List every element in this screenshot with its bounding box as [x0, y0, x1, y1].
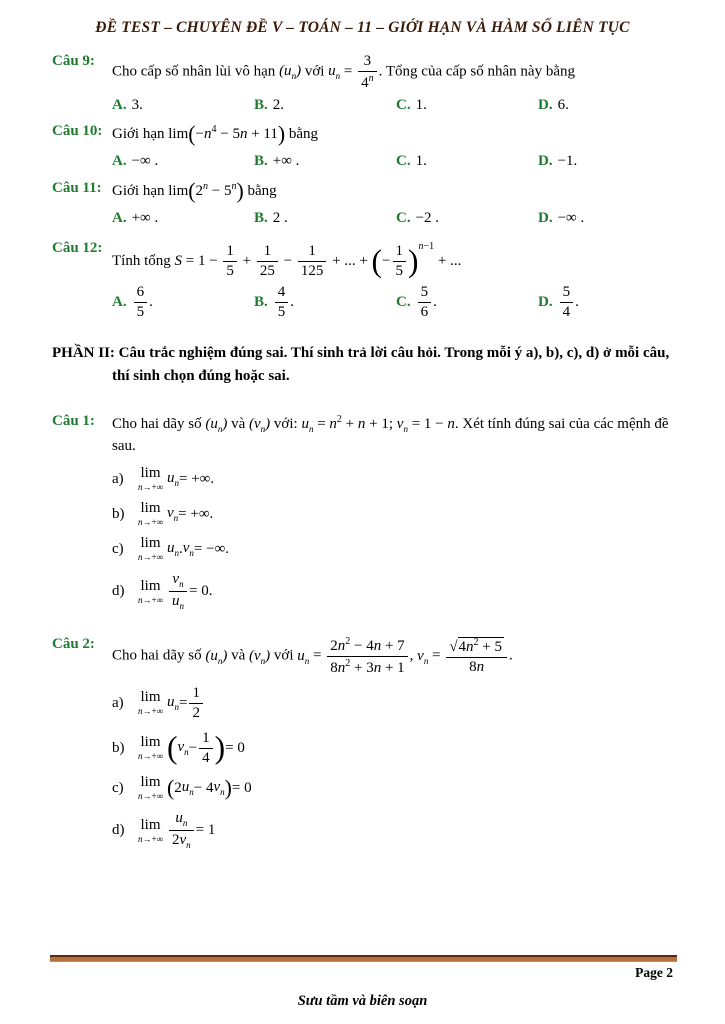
option-12-c — [396, 284, 538, 320]
option-value: 5 6 . — [416, 284, 437, 320]
option-12-a — [112, 284, 254, 320]
option-letter: B. — [254, 153, 268, 170]
option-letter: D. — [538, 210, 553, 226]
question-12-stem: Tính tổng S = 1 − $\frac{1}{5}$ + $\frac{1}{25}$ − $\frac{1}{125}$ + ... + (− $\frac{1}{5}$ )$^{n-1}$ + ... — [112, 240, 462, 279]
item-marker: d) — [112, 822, 125, 839]
question-11-options — [112, 206, 725, 232]
option-value: −1. — [557, 153, 578, 170]
question-9 — [0, 53, 725, 91]
option-10-a — [112, 153, 254, 170]
tf2-item-d — [112, 810, 725, 851]
question-10-stem: Giới hạn $\lim(-n^4 - 5n + 11)$ bằng — [112, 121, 319, 146]
question-12-options — [112, 284, 725, 320]
question-11 — [0, 180, 725, 203]
option-letter: C. — [396, 96, 411, 113]
option-letter: C. — [396, 293, 411, 310]
tf-question-1-label: Câu 1: — [52, 412, 95, 429]
item-formula: lim n→+∞ $v_n$ $u_n$ = 0. — [138, 571, 213, 612]
option-letter: B. — [254, 210, 268, 226]
footer-divider-bar — [50, 955, 677, 962]
option-9-d — [538, 97, 680, 114]
item-formula: lim n→+∞ $u_n$ $2v_n$ = 1 — [138, 810, 216, 851]
question-11-label: Câu 11: — [52, 179, 102, 196]
tf1-item-d — [112, 571, 725, 612]
option-value: 6 5 . — [132, 284, 153, 320]
option-11-c — [396, 210, 538, 227]
question-12 — [0, 240, 725, 280]
option-value: −∞ . — [131, 153, 159, 170]
question-9-options — [112, 92, 725, 118]
question-12-label: Câu 12: — [52, 239, 103, 256]
question-9-stem: Cho cấp số nhân lùi vô hạn $(u_n)$ với $u_n$ = $\frac{3}{4^n}$ . Tổng của cấp số nhân này bằng — [112, 53, 575, 91]
option-letter: A. — [112, 96, 127, 113]
option-letter: A. — [112, 210, 127, 226]
option-11-b — [254, 210, 396, 227]
tf1-item-a — [112, 466, 725, 492]
tf2-item-a — [112, 685, 725, 721]
part2-heading: PHẦN II: Câu trắc nghiệm đúng sai. Thí sinh trả lời câu hỏi. Trong mỗi ý a), b), c), d) ở mỗi câu, thí sinh chọn đúng hoặc sai. — [52, 345, 670, 385]
item-marker: c) — [112, 540, 124, 557]
item-formula: lim n→+∞ $v_n$ = +∞. — [138, 500, 214, 528]
question-10-label: Câu 10: — [52, 123, 103, 139]
tf1-item-b — [112, 501, 725, 527]
option-10-c — [396, 153, 538, 170]
question-10-options — [112, 149, 725, 175]
option-value: 6. — [557, 96, 569, 113]
item-formula: lim n→+∞ ( $v_n$ − 1 4 ) = 0 — [138, 730, 245, 766]
option-value: −∞ . — [557, 210, 585, 226]
option-12-b — [254, 284, 396, 320]
option-letter: D. — [538, 96, 553, 113]
option-10-b — [254, 153, 396, 170]
option-value: +∞ . — [272, 153, 300, 170]
option-value: −2 . — [415, 210, 440, 226]
blank-space — [0, 851, 725, 955]
item-marker: a) — [112, 694, 124, 711]
option-value: +∞ . — [131, 210, 159, 226]
option-9-b — [254, 97, 396, 114]
option-letter: D. — [538, 153, 553, 170]
option-letter: B. — [254, 293, 268, 310]
option-letter: B. — [254, 96, 268, 113]
option-9-c — [396, 97, 538, 114]
tf2-item-c — [112, 775, 725, 801]
option-value: 3. — [131, 96, 143, 113]
question-10 — [0, 123, 725, 146]
tf-question-1-stem: Cho hai dãy số $(u_n)$ và $(v_n)$ với: $u_n = n^2 + n + 1$; $v_n = 1 - n$. Xét tính đúng sai của các mệnh đề sau. — [112, 413, 669, 454]
item-marker: d) — [112, 583, 125, 600]
tf-question-1 — [0, 413, 725, 458]
option-11-a — [112, 210, 254, 227]
item-formula: lim n→+∞ $u_n$ . $v_n$ = −∞. — [138, 535, 230, 563]
item-formula: lim n→+∞ $u_n$ = 1 2 — [138, 685, 205, 721]
option-letter: C. — [396, 153, 411, 170]
tf1-item-c — [112, 536, 725, 562]
page-number: Page 2 — [635, 965, 673, 980]
option-value: 2. — [272, 96, 285, 113]
option-value: 5 4 . — [558, 284, 579, 320]
option-12-d — [538, 284, 680, 320]
option-value: 1. — [415, 153, 427, 170]
option-11-d — [538, 210, 680, 227]
option-value: 1. — [415, 96, 427, 113]
option-letter: C. — [396, 210, 411, 226]
page-title: ĐỀ TEST – CHUYÊN ĐỀ V – TOÁN – 11 – GIỚI HẠN VÀ HÀM SỐ LIÊN TỤC — [95, 19, 630, 36]
item-formula: lim n→+∞ $u_n$ = +∞. — [138, 465, 215, 493]
tf-question-2-stem: Cho hai dãy số $(u_n)$ và $(v_n)$ với $u_n$ = $\frac{2n^2 - 4n + 7}{8n^2 + 3n + 1}$ , $v_n$ = $\frac{√4n^2 + 5}{8n}$ . — [112, 636, 513, 676]
item-formula: lim n→+∞ ( 2 $u_n$ − 4 $v_n$ ) = 0 — [138, 774, 252, 802]
option-10-d — [538, 153, 680, 170]
question-11-stem: Giới hạn $\lim(2^n - 5^n)$ bằng — [112, 178, 277, 203]
item-marker: b) — [112, 505, 125, 522]
credit-line: Sưu tầm và biên soạn — [297, 993, 428, 1009]
option-9-a — [112, 97, 254, 114]
item-marker: c) — [112, 779, 124, 796]
option-letter: D. — [538, 293, 553, 310]
option-value: 4 5 . — [273, 284, 294, 320]
item-marker: a) — [112, 470, 124, 487]
option-letter: A. — [112, 153, 127, 170]
tf-question-2 — [0, 636, 725, 676]
question-9-label: Câu 9: — [52, 53, 95, 69]
tf2-item-b — [112, 730, 725, 766]
tf-question-2-label: Câu 2: — [52, 636, 95, 653]
option-value: 2 . — [272, 210, 288, 226]
option-letter: A. — [112, 293, 127, 310]
item-marker: b) — [112, 739, 125, 756]
